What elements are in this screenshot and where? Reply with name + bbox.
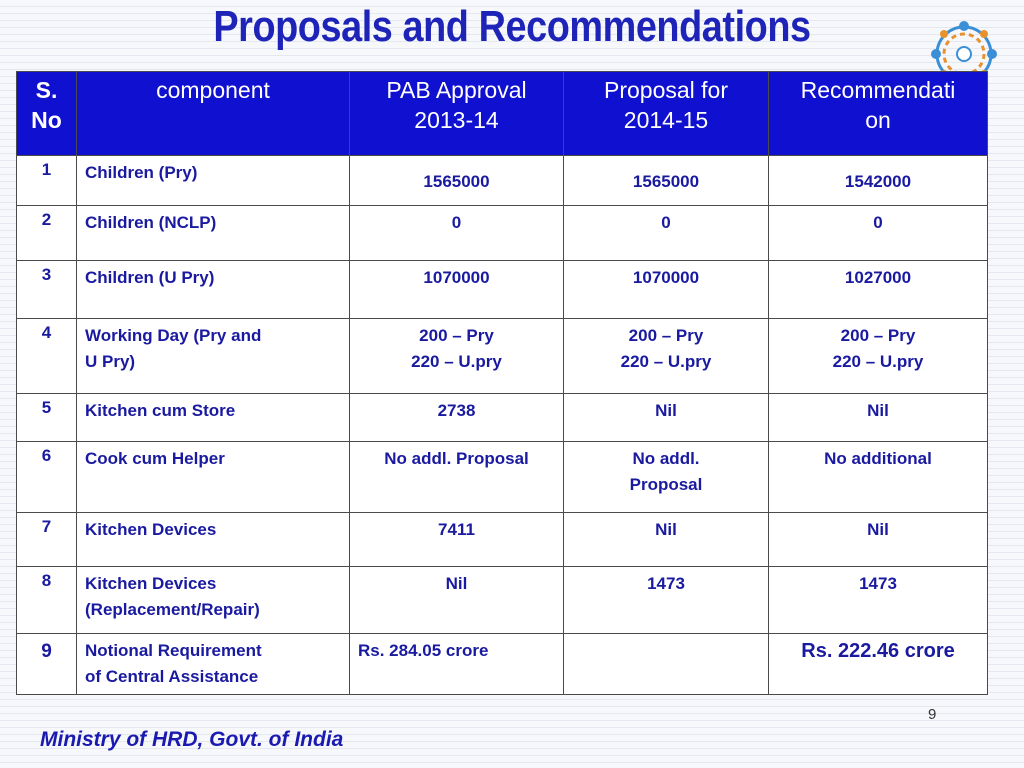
row-recommendation-value: Rs. 222.46 crore	[769, 634, 988, 695]
row-pab-value: No addl. Proposal	[350, 442, 564, 513]
row-sno: 8	[17, 567, 77, 634]
table-row	[17, 634, 988, 695]
header-component: component	[77, 72, 350, 156]
row-recommendation-value: Nil	[769, 394, 988, 442]
row-component: Children (NCLP)	[77, 206, 350, 261]
row-recommendation-value: 1473	[769, 567, 988, 634]
table-row	[17, 206, 988, 261]
row-sno: 1	[17, 156, 77, 206]
table-row	[17, 261, 988, 319]
row-sno: 7	[17, 513, 77, 567]
row-proposal-value: Nil	[564, 513, 769, 567]
row-pab-value: Rs. 284.05 crore	[350, 634, 564, 695]
row-proposal-value	[564, 634, 769, 695]
row-pab-value: 200 – Pry 220 – U.pry	[350, 319, 564, 394]
row-proposal-value: 0	[564, 206, 769, 261]
row-component: Kitchen cum Store	[77, 394, 350, 442]
row-recommendation-value: 1542000	[769, 156, 988, 206]
row-sno: 9	[17, 634, 77, 695]
row-pab-value: 0	[350, 206, 564, 261]
row-component: Children (Pry)	[77, 156, 350, 206]
row-component: Cook cum Helper	[77, 442, 350, 513]
row-component: Notional Requirement of Central Assistance	[77, 634, 350, 695]
table-row	[17, 442, 988, 513]
page-number: 9	[928, 706, 937, 723]
header-recommendation: Recommendati on	[769, 72, 988, 156]
row-proposal-value: 1473	[564, 567, 769, 634]
proposals-table	[16, 71, 988, 695]
row-sno: 4	[17, 319, 77, 394]
row-component: Kitchen Devices	[77, 513, 350, 567]
row-sno: 6	[17, 442, 77, 513]
header-row	[17, 72, 988, 156]
row-proposal-value: 1070000	[564, 261, 769, 319]
row-recommendation-value: 200 – Pry 220 – U.pry	[769, 319, 988, 394]
table-row	[17, 567, 988, 634]
row-pab-value: 1070000	[350, 261, 564, 319]
table-row	[17, 319, 988, 394]
row-pab-value: Nil	[350, 567, 564, 634]
header-proposal: Proposal for 2014-15	[564, 72, 769, 156]
row-pab-value: 1565000	[350, 156, 564, 206]
table-row	[17, 513, 988, 567]
row-recommendation-value: 0	[769, 206, 988, 261]
footer-text: Ministry of HRD, Govt. of India	[40, 728, 344, 751]
slide-title: Proposals and Recommendations	[213, 2, 811, 51]
row-pab-value: 7411	[350, 513, 564, 567]
row-component: Kitchen Devices (Replacement/Repair)	[77, 567, 350, 634]
row-sno: 5	[17, 394, 77, 442]
row-sno: 2	[17, 206, 77, 261]
header-sno: S. No	[17, 72, 77, 156]
row-sno: 3	[17, 261, 77, 319]
header-pab-approval: PAB Approval 2013-14	[350, 72, 564, 156]
row-recommendation-value: No additional	[769, 442, 988, 513]
table-row	[17, 156, 988, 206]
row-recommendation-value: 1027000	[769, 261, 988, 319]
row-pab-value: 2738	[350, 394, 564, 442]
row-proposal-value: No addl. Proposal	[564, 442, 769, 513]
row-component: Children (U Pry)	[77, 261, 350, 319]
row-proposal-value: Nil	[564, 394, 769, 442]
table-row	[17, 394, 988, 442]
row-recommendation-value: Nil	[769, 513, 988, 567]
row-component: Working Day (Pry and U Pry)	[77, 319, 350, 394]
row-proposal-value: 200 – Pry 220 – U.pry	[564, 319, 769, 394]
row-proposal-value: 1565000	[564, 156, 769, 206]
